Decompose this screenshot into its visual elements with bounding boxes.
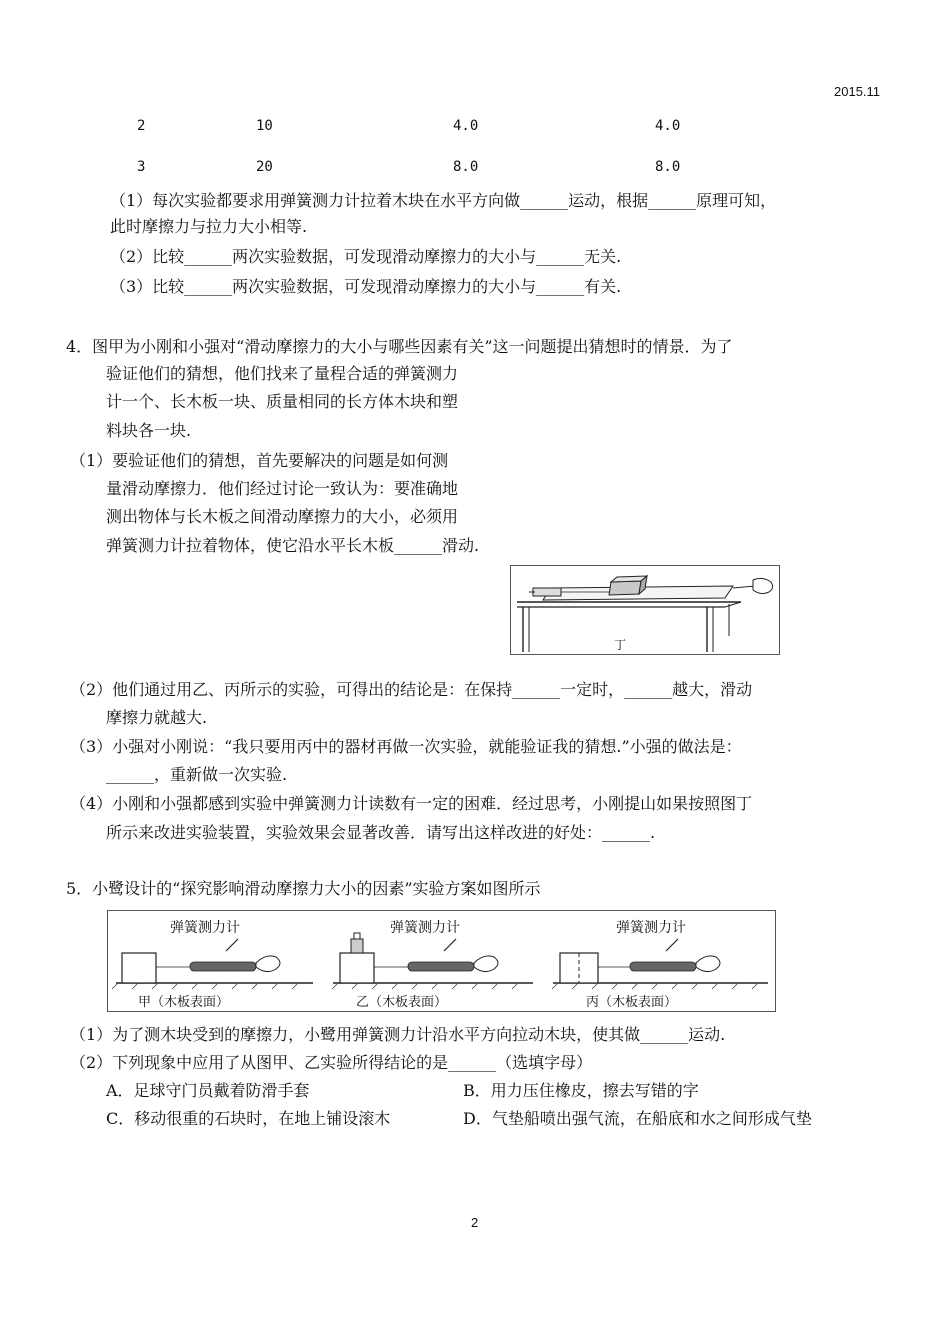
q4-sub1-line3: 测出物体与长木板之间滑动摩擦力的大小，必须用 bbox=[106, 507, 459, 526]
q4-sub2-line2: 摩擦力就越大. bbox=[106, 708, 208, 727]
panel-yi bbox=[332, 933, 533, 989]
table-cell: 20 bbox=[256, 159, 273, 175]
q4-sub3-line1: （3）小强对小刚说：“我只要用丙中的器材再做一次实验，就能验证我的猜想.”小强的做法是： bbox=[70, 737, 742, 756]
q4-sub3-line2: ______，重新做一次实验. bbox=[106, 765, 288, 784]
panel-jia-caption: 甲（木板表面） bbox=[138, 995, 230, 1010]
q4-sub4-line2: 所示来改进实验装置，实验效果会显著改善．请写出这样改进的好处：______. bbox=[106, 823, 656, 842]
table-cell: 8.0 bbox=[453, 159, 479, 175]
panel-jia-title: 弹簧测力计 bbox=[170, 920, 240, 936]
q4-sub4-line1: （4）小刚和小强都感到实验中弹簧测力计读数有一定的困难．经过思考，小刚提山如果按照图丁 bbox=[70, 794, 753, 813]
q4-intro-line3: 计一个、长木板一块、质量相同的长方体木块和塑 bbox=[106, 392, 459, 411]
q3-part1-line2: 此时摩擦力与拉力大小相等. bbox=[110, 217, 308, 236]
q4-intro-line4: 料块各一块. bbox=[106, 421, 192, 440]
figure-ding-drawing bbox=[511, 566, 779, 654]
table-cell: 10 bbox=[256, 118, 273, 134]
q5-sub2: （2）下列现象中应用了从图甲、乙实验所得结论的是______（选填字母） bbox=[70, 1053, 593, 1072]
table-cell: 4.0 bbox=[655, 118, 681, 134]
q3-part2: （2）比较______两次实验数据，可发现滑动摩擦力的大小与______无关. bbox=[110, 247, 622, 266]
panel-yi-caption: 乙（木板表面） bbox=[356, 995, 448, 1010]
q4-sub1-line2: 量滑动摩擦力．他们经过讨论一致认为：要准确地 bbox=[106, 479, 459, 498]
table-cell: 3 bbox=[137, 159, 146, 175]
q5-option-d: D．气垫船喷出强气流，在船底和水之间形成气垫 bbox=[463, 1109, 812, 1128]
q4-sub1-line1: （1）要验证他们的猜想，首先要解决的问题是如何测 bbox=[70, 451, 449, 470]
q4-sub2-line1: （2）他们通过用乙、丙所示的实验，可得出的结论是：在保持______一定时，______越大，滑动 bbox=[70, 680, 753, 699]
panel-yi-title: 弹簧测力计 bbox=[390, 920, 460, 936]
q5-option-c: C．移动很重的石块时，在地上铺设滚木 bbox=[106, 1109, 391, 1128]
table-cell: 2 bbox=[137, 118, 146, 134]
figure-q5 bbox=[107, 910, 776, 1012]
page-number: 2 bbox=[471, 1215, 479, 1230]
panel-jia bbox=[112, 939, 313, 989]
q4-intro-line2: 验证他们的猜想，他们找来了量程合适的弹簧测力 bbox=[106, 364, 459, 383]
table-cell: 8.0 bbox=[655, 159, 681, 175]
q4-intro-line1: 4．图甲为小刚和小强对“滑动摩擦力的大小与哪些因素有关”这一问题提出猜想时的情景．为了 bbox=[66, 337, 733, 356]
figure-ding-label: 丁 bbox=[614, 638, 627, 652]
panel-bing-caption: 丙（木板表面） bbox=[586, 995, 678, 1010]
table-cell: 4.0 bbox=[453, 118, 479, 134]
figure-ding bbox=[510, 565, 780, 655]
q3-part1-line1: （1）每次实验都要求用弹簧测力计拉着木块在水平方向做______运动，根据______原理可知， bbox=[110, 191, 777, 210]
q5-intro: 5．小鹭设计的“探究影响滑动摩擦力大小的因素”实验方案如图所示 bbox=[66, 879, 541, 898]
panel-bing-title: 弹簧测力计 bbox=[616, 920, 686, 936]
q5-option-b: B．用力压住橡皮，擦去写错的字 bbox=[463, 1081, 699, 1100]
panel-bing bbox=[552, 939, 768, 989]
q3-part3: （3）比较______两次实验数据，可发现滑动摩擦力的大小与______有关. bbox=[110, 277, 622, 296]
q4-sub1-line4: 弹簧测力计拉着物体，使它沿水平长木板______滑动. bbox=[106, 536, 480, 555]
q5-sub1: （1）为了测木块受到的摩擦力，小鹭用弹簧测力计沿水平方向拉动木块，使其做______运动. bbox=[70, 1025, 726, 1044]
header-date: 2015.11 bbox=[834, 84, 881, 99]
q5-option-a: A．足球守门员戴着防滑手套 bbox=[106, 1081, 310, 1100]
